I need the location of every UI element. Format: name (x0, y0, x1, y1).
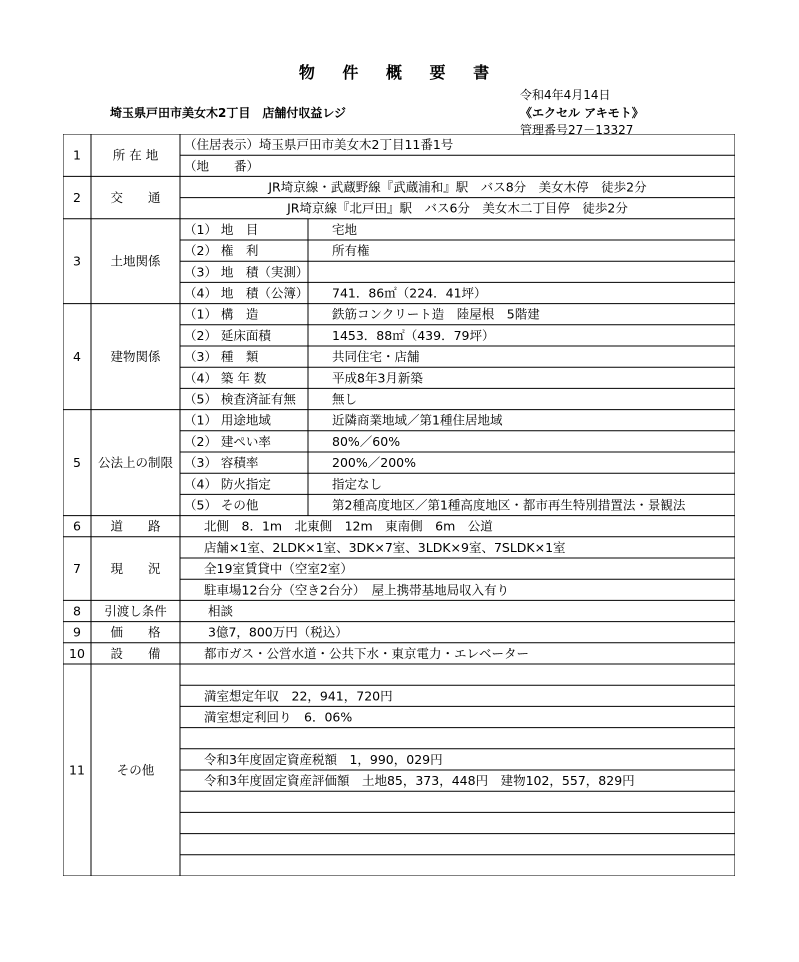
building-item-key: （4） 築 年 数 (184, 370, 267, 386)
building-item-value: 平成8年3月新築 (332, 370, 423, 386)
other-line: 令和3年度固定資産税額 1，990，029円 (204, 751, 443, 767)
building-item-value: 鉄筋コンクリート造 陸屋根 5階建 (332, 306, 540, 322)
building-item-key: （1） 構 造 (184, 306, 259, 322)
restrictions-item-key: （5） その他 (184, 497, 259, 513)
section-number: 9 (73, 624, 81, 640)
restrictions-item-value: 指定なし (332, 476, 383, 492)
land-item-key: （1） 地 目 (184, 221, 259, 237)
other-line: 満室想定年収 22，941，720円 (204, 688, 393, 704)
facilities-list: 都市ガス・公営水道・公共下水・東京電力・エレベーター (204, 645, 530, 661)
document-date: 令和4年4月14日 (520, 88, 611, 102)
section-label: 土地関係 (110, 253, 161, 269)
section-label: 設 備 (110, 645, 161, 661)
land-item-value: 宅地 (332, 221, 358, 237)
section-label: 公法上の制限 (97, 455, 174, 471)
handover-terms: 相談 (208, 603, 234, 619)
current-status-line: 全19室賃貸中（空室2室） (204, 561, 353, 577)
section-number: 1 (73, 147, 81, 163)
section-label: 所 在 地 (112, 147, 159, 163)
current-status-line: 店舗×1室、2LDK×1室、3DK×7室、3LDK×9室、7SLDK×1室 (204, 539, 566, 555)
section-label: その他 (116, 762, 155, 778)
restrictions-item-key: （2） 建ぺい率 (184, 433, 271, 449)
price-value: 3億7，800万円（税込） (208, 624, 348, 640)
section-label: 建物関係 (110, 349, 161, 365)
property-name: 埼玉県戸田市美女木2丁目 店舗付収益レジ (110, 106, 347, 120)
restrictions-item-key: （3） 容積率 (184, 455, 259, 471)
land-item-key: （2） 権 利 (184, 243, 259, 259)
management-number: 管理番号27－13327 (520, 123, 634, 137)
section-label: 交 通 (110, 190, 161, 206)
document-title: 物 件 概 要 書 (298, 63, 501, 82)
land-item-value: 741．86㎡（224．41坪） (332, 285, 487, 301)
restrictions-item-value: 近隣商業地域／第1種住居地域 (332, 412, 503, 428)
access-route: JR埼京線・武蔵野線『武蔵浦和』駅 バス8分 美女木停 徒歩2分 (268, 179, 647, 195)
location-residential: （住居表示）埼玉県戸田市美女木2丁目11番1号 (184, 137, 454, 153)
building-item-value: 1453．88㎡（439．79坪） (332, 327, 495, 343)
building-item-key: （2） 延床面積 (184, 327, 271, 343)
restrictions-item-key: （4） 防火指定 (184, 476, 271, 492)
section-label: 価 格 (110, 624, 161, 640)
building-item-value: 共同住宅・店舗 (332, 349, 420, 365)
other-line: 令和3年度固定資産評価額 土地85，373，448円 建物102，557，829円 (204, 773, 635, 789)
section-number: 4 (73, 349, 81, 365)
section-number: 8 (73, 603, 81, 619)
building-item-key: （5） 検査済証有無 (184, 391, 296, 407)
building-item-value: 無し (332, 391, 358, 407)
section-number: 10 (69, 645, 85, 661)
section-number: 6 (73, 518, 81, 534)
restrictions-item-value: 200%／200% (332, 455, 416, 471)
other-line: 満室想定利回り 6．06% (204, 709, 353, 725)
section-label: 道 路 (110, 518, 161, 534)
restrictions-item-key: （1） 用途地域 (184, 412, 271, 428)
section-label: 現 況 (110, 561, 161, 577)
section-number: 7 (73, 561, 81, 577)
section-number: 11 (69, 762, 85, 778)
section-number: 2 (73, 190, 81, 206)
location-lot: （地 番） (184, 158, 260, 174)
section-number: 3 (73, 253, 81, 269)
section-number: 5 (73, 455, 81, 471)
current-status-line: 駐車場12台分（空き2台分） 屋上携帯基地局収入有り (204, 582, 510, 598)
section-label: 引渡し条件 (104, 603, 167, 619)
restrictions-item-value: 80%／60% (332, 433, 401, 449)
land-item-key: （4） 地 積（公簿） (184, 285, 309, 301)
land-item-value: 所有権 (332, 243, 370, 259)
access-route: JR埼京線『北戸田』駅 バス6分 美女木二丁目停 徒歩2分 (287, 200, 628, 216)
company-name: 《エクセル アキモト》 (520, 106, 644, 120)
road-info: 北側 8．1m 北東側 12m 東南側 6m 公道 (204, 518, 493, 534)
property-summary-table (63, 134, 735, 876)
land-item-key: （3） 地 積（実測） (184, 264, 309, 280)
building-item-key: （3） 種 類 (184, 349, 259, 365)
restrictions-item-value: 第2種高度地区／第1種高度地区・都市再生特別措置法・景観法 (332, 497, 686, 513)
